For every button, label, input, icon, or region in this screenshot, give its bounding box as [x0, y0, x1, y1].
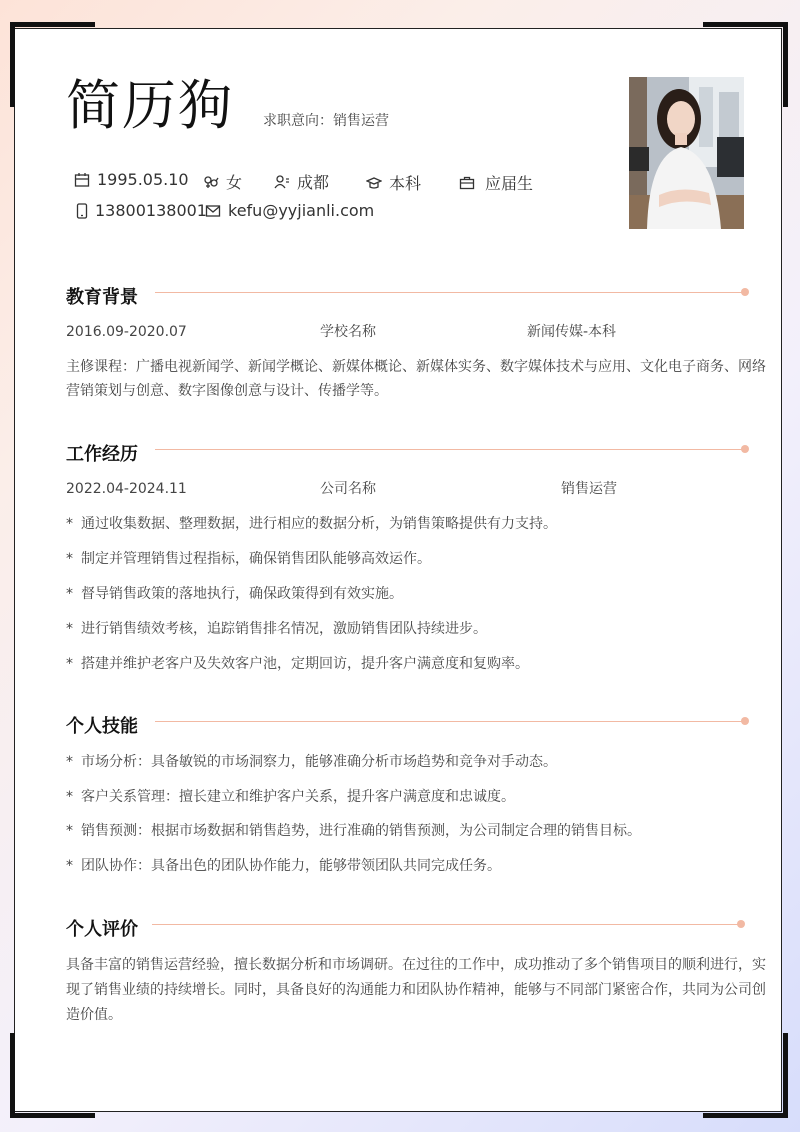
gender: 女 [226, 173, 243, 192]
profile-photo [629, 77, 744, 229]
self-evaluation: 具备丰富的销售运营经验，擅长数据分析和市场调研。在过往的工作中，成功推动了多个销售项目的顺利进行，实现了销售业绩的持续增长。同时，具备良好的沟通能力和团队协作精神，能够与不同部门紧密合作，共同为公司创造价值。 [66, 957, 766, 1023]
city: 成都 [297, 173, 330, 192]
skill-item: * 团队协作：具备出色的团队协作能力，能够带领团队共同完成任务。 [66, 854, 501, 878]
briefcase-icon [459, 175, 475, 191]
graduate-status: 应届生 [485, 174, 534, 193]
email-address: kefu@yyjianli.com [228, 201, 375, 220]
person-icon [274, 174, 290, 190]
section-title-education: 教育背景 [66, 287, 138, 308]
work-item: * 进行销售绩效考核，追踪销售排名情况，激励销售团队持续进步。 [66, 617, 487, 641]
section-title-work: 工作经历 [66, 444, 138, 465]
section-divider [155, 449, 745, 450]
info-gender [203, 170, 242, 193]
calendar-icon [74, 172, 90, 188]
work-item: * 搭建并维护老客户及失效客户池，定期回访，提升客户满意度和复购率。 [66, 652, 529, 676]
section-title-evaluation: 个人评价 [66, 919, 138, 940]
candidate-name: 简历狗 [66, 74, 234, 137]
phone-number: 13800138001 [95, 201, 207, 220]
section-divider [155, 292, 745, 293]
section-divider-dot [737, 920, 745, 928]
degree: 本科 [389, 174, 422, 193]
work-item: * 制定并管理销售过程指标，确保销售团队能够高效运作。 [66, 547, 431, 571]
education-courses: 主修课程：广播电视新闻学、新闻学概论、新媒体概论、新媒体实务、数字媒体技术与应用、文化电子商务、网络营销策划与创意、数字图像创意与设计、传播学等。 [66, 359, 766, 399]
graduation-cap-icon [366, 175, 382, 191]
major: 新闻传媒-本科 [527, 324, 617, 340]
skill-item: * 销售预测：根据市场数据和销售趋势，进行准确的销售预测，为公司制定合理的销售目标。 [66, 819, 641, 843]
company-name: 公司名称 [320, 481, 376, 497]
info-city [274, 170, 329, 193]
section-divider-dot [741, 445, 749, 453]
section-title-skills: 个人技能 [66, 716, 138, 737]
job-intent [263, 110, 389, 130]
phone-icon [74, 203, 90, 219]
job-intent-value: 销售运营 [333, 113, 389, 129]
birth-date: 1995.05.10 [97, 170, 189, 189]
job-position: 销售运营 [561, 481, 617, 497]
section-divider [155, 721, 745, 722]
section-divider-dot [741, 717, 749, 725]
info-phone [74, 201, 207, 220]
education-period: 2016.09-2020.07 [66, 324, 187, 340]
info-email [205, 201, 374, 220]
profile-photo-image [629, 77, 744, 229]
info-degree [366, 171, 421, 194]
section-divider [152, 924, 740, 925]
mail-icon [205, 203, 221, 219]
school-name: 学校名称 [320, 324, 376, 340]
work-item: * 通过收集数据、整理数据，进行相应的数据分析，为销售策略提供有力支持。 [66, 512, 557, 536]
work-period: 2022.04-2024.11 [66, 481, 187, 497]
info-birth [74, 170, 189, 189]
gender-icon [203, 174, 219, 190]
job-intent-label: 求职意向： [263, 113, 333, 129]
skill-item: * 客户关系管理：擅长建立和维护客户关系，提升客户满意度和忠诚度。 [66, 785, 515, 809]
info-status [459, 171, 533, 194]
work-item: * 督导销售政策的落地执行，确保政策得到有效实施。 [66, 582, 403, 606]
section-divider-dot [741, 288, 749, 296]
skill-item: * 市场分析：具备敏锐的市场洞察力，能够准确分析市场趋势和竞争对手动态。 [66, 750, 557, 774]
